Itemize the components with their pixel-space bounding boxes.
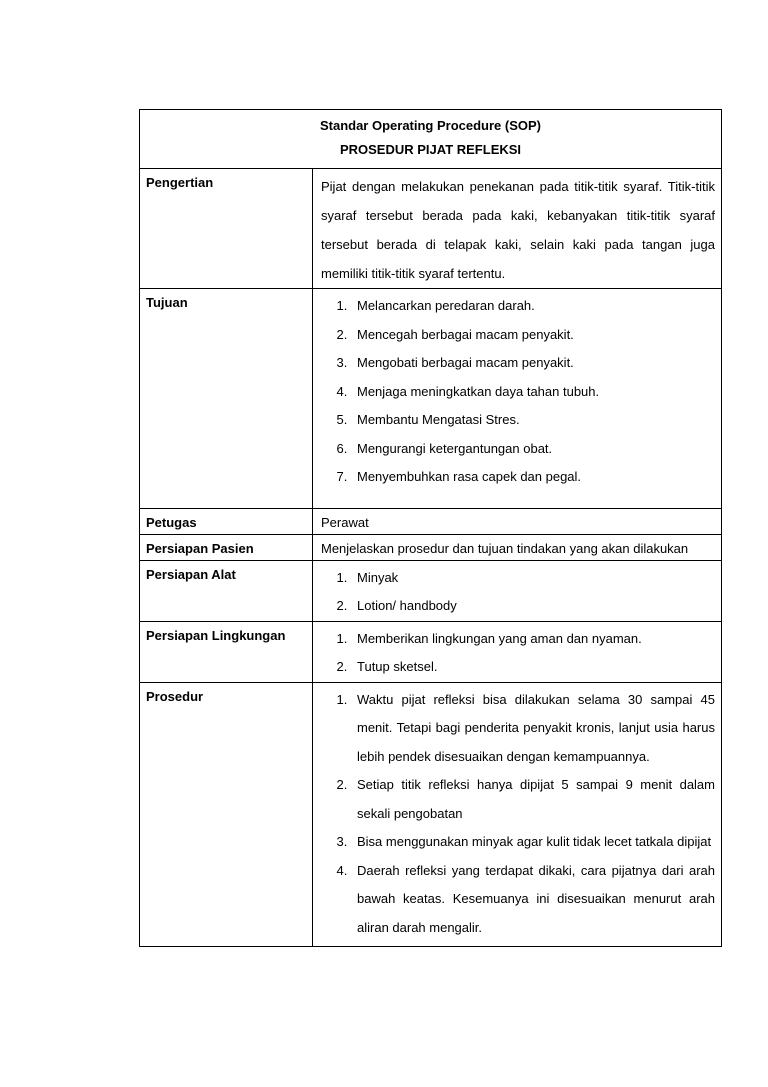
header-row [140,110,722,169]
row-pengertian [140,169,722,289]
list-item: 3. Mengobati berbagai macam penyakit. [351,349,715,378]
list-item: 7. Menyembuhkan rasa capek dan pegal. [351,463,715,492]
label-persiapan-pasien: Persiapan Pasien [140,534,313,560]
row-persiapan-lingkungan [140,621,722,682]
row-tujuan [140,289,722,509]
value-persiapan-pasien: Menjelaskan prosedur dan tujuan tindakan yang akan dilakukan [313,534,722,560]
alat-list [321,564,715,621]
list-item: 1. Minyak [351,564,715,593]
header-cell [140,110,722,169]
list-item: 2. Lotion/ handbody [351,592,715,621]
pengertian-text: Pijat dengan melakukan penekanan pada titik-titik syaraf. Titik-titik syaraf tersebut berada pada kaki, kebanyakan titik-titik syaraf tersebut berada di telapak kaki, selain kaki pada tangan juga memiliki titik-titik syaraf tertentu. [321,179,715,281]
value-pengertian [313,169,722,289]
value-prosedur [313,682,722,947]
list-item: 2. Tutup sketsel. [351,653,715,682]
document-title: Standar Operating Procedure (SOP) [319,118,542,133]
list-item: 1. Waktu pijat refleksi bisa dilakukan selama 30 sampai 45 menit. Tetapi bagi penderita penyakit kronis, lanjut usia harus lebih pendek disesuaikan dengan kemampuannya. [351,686,715,772]
document-subtitle: PROSEDUR PIJAT REFLEKSI [339,142,522,157]
tujuan-list [321,292,715,492]
sop-table [139,109,722,947]
lingkungan-list [321,625,715,682]
label-tujuan: Tujuan [140,289,313,509]
row-prosedur [140,682,722,947]
label-prosedur: Prosedur [140,682,313,947]
label-pengertian: Pengertian [140,169,313,289]
list-item: 4. Menjaga meningkatkan daya tahan tubuh. [351,378,715,407]
label-petugas: Petugas [140,508,313,534]
list-item: 1. Memberikan lingkungan yang aman dan nyaman. [351,625,715,654]
list-item: 2. Mencegah berbagai macam penyakit. [351,321,715,350]
list-item: 5. Membantu Mengatasi Stres. [351,406,715,435]
value-tujuan [313,289,722,509]
prosedur-list [321,686,715,943]
value-persiapan-lingkungan [313,621,722,682]
list-item: 4. Daerah refleksi yang terdapat dikaki, cara pijatnya dari arah bawah keatas. Kesemuanya ini disesuaikan menurut arah aliran darah mengalir. [351,857,715,943]
row-persiapan-pasien [140,534,722,560]
value-persiapan-alat [313,560,722,621]
list-item: 1. Melancarkan peredaran darah. [351,292,715,321]
list-item: 2. Setiap titik refleksi hanya dipijat 5 sampai 9 menit dalam sekali pengobatan [351,771,715,828]
value-petugas: Perawat [313,508,722,534]
row-persiapan-alat [140,560,722,621]
list-item: 3. Bisa menggunakan minyak agar kulit tidak lecet tatkala dipijat [351,828,715,857]
row-petugas [140,508,722,534]
list-item: 6. Mengurangi ketergantungan obat. [351,435,715,464]
label-persiapan-alat: Persiapan Alat [140,560,313,621]
label-persiapan-lingkungan: Persiapan Lingkungan [140,621,313,682]
